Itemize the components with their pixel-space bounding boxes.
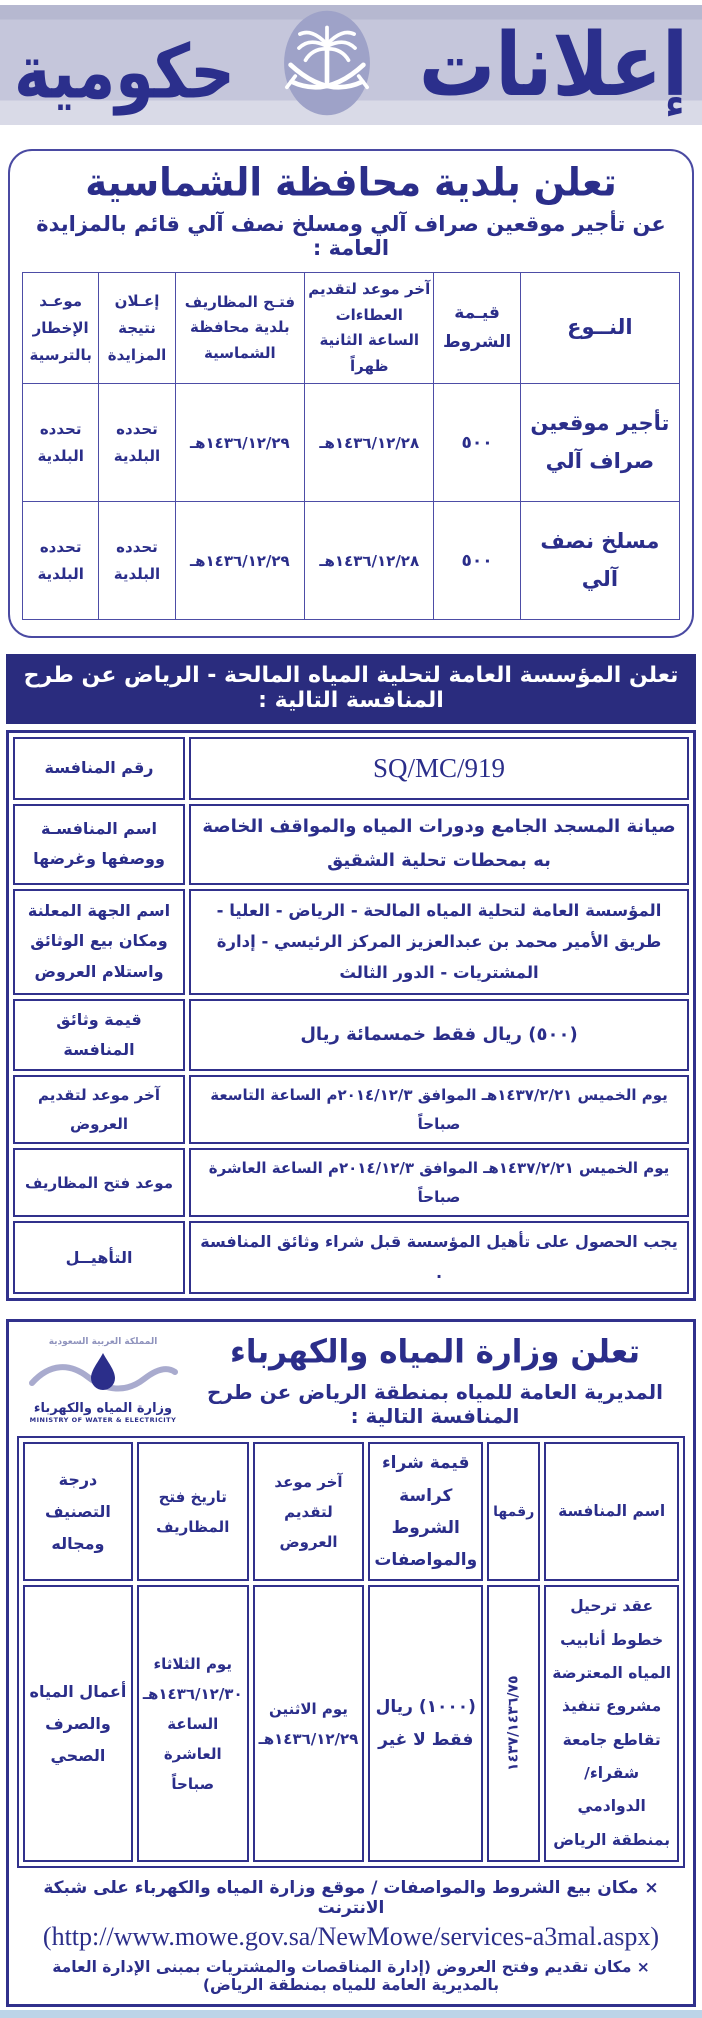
note-submit-place: × مكان تقديم وفتح العروض (إدارة المناقصات والمشتريات بمبنى الإدارة العامة بالمديرية العامة للمياه بمنطقة الرياض) (52, 1957, 650, 1994)
cell-envelope-opening: يوم الثلاثاء ١٤٣٦/١٢/٣٠هـ الساعة العاشرة صباحاً (137, 1585, 249, 1862)
mowe-subtitle: المديرية العامة للمياه بمنطقة الرياض عن طرح المنافسة التالية : (206, 1380, 664, 1429)
mowe-logo-name-english: MINISTRY OF WATER & ELECTRICITY (29, 1415, 177, 1424)
row-label: اسم الجهة المعلنة ومكان بيع الوثائق واستلام العروض (13, 889, 185, 995)
rotated-tender-number: ١٤٣٧/١٤٣٦/٧٥ (505, 1675, 522, 1772)
row-label: رقم المنافسة (13, 737, 185, 800)
table-row (13, 889, 689, 995)
cell-opening: ١٤٣٦/١٢/٢٩هـ (175, 384, 304, 502)
mowe-logo-name-arabic: وزارة المياه والكهرباء (33, 1400, 173, 1416)
cell-result: تحدده البلدية (99, 502, 175, 620)
cell-award: تحدده البلدية (23, 384, 99, 502)
cell-price: ٥٠٠ (434, 502, 520, 620)
masthead-title-left: حكومية (14, 27, 235, 116)
table-row (13, 737, 689, 800)
swcc-title-band (6, 654, 696, 724)
table-row (13, 1075, 689, 1144)
swcc-table (6, 730, 696, 1301)
note-sale-place: × مكان بيع الشروط والمواصفات / موقع وزارة المياه والكهرباء على شبكة الانترنت (43, 1877, 659, 1918)
table-row (13, 999, 689, 1072)
cell-opening: ١٤٣٦/١٢/٢٩هـ (175, 502, 304, 620)
mowe-titles (185, 1330, 685, 1428)
column-header-conditions-price: قيـمة الشروط (434, 273, 520, 384)
municipality-announcement (8, 149, 694, 638)
cell-result: تحدده البلدية (99, 384, 175, 502)
mowe-header (17, 1330, 685, 1428)
row-label: اسم المنافسـة ووصفها وغرضها (13, 804, 185, 884)
cell-competition-number (487, 1585, 540, 1862)
table-row (23, 502, 680, 620)
masthead-title-right: إعلانات (418, 13, 688, 116)
cell-deadline: ١٤٣٦/١٢/٢٨هـ (305, 384, 434, 502)
water-drop-wave-icon (28, 1347, 178, 1399)
cell-deadline: ١٤٣٦/١٢/٢٨هـ (305, 502, 434, 620)
column-header-bid-deadline: آخر موعد لتقديم العطاءات الساعة الثانية ظهراً (305, 273, 434, 384)
mowe-website-link[interactable]: (http://www.mowe.gov.sa/NewMowe/services-a3mal.aspx) (42, 1921, 660, 1951)
table-header-row (23, 273, 680, 384)
mowe-table (17, 1436, 685, 1868)
table-row (23, 384, 680, 502)
cell-competition-name: عقد ترحيل خطوط أنابيب المياه المعترضة مشروع تنفيذ تقاطع جامعة شقراء/ الدوادمي بمنطقة الرياض (544, 1585, 679, 1862)
column-header-booklet-price: قيمة شراء كراسة الشروط والمواصفات (368, 1442, 483, 1581)
column-header-type: النــوع (520, 273, 679, 384)
cell-type: مسلخ نصف آلي (520, 502, 679, 620)
cell-price: ٥٠٠ (434, 384, 520, 502)
cell-award: تحدده البلدية (23, 502, 99, 620)
palm-and-crossed-swords-icon (271, 6, 383, 120)
table-row (13, 1221, 689, 1294)
row-label: آخر موعد لتقديم العروض (13, 1075, 185, 1144)
mowe-announcement (6, 1319, 696, 2007)
column-header-offers-deadline: آخر موعد لتقديم العروض (253, 1442, 365, 1581)
row-label: موعد فتح المظاريف (13, 1148, 185, 1217)
column-header-number: رقمها (487, 1442, 540, 1581)
column-header-award-notice: موعـد الإخطار بالترسية (23, 273, 99, 384)
column-header-classification: درجة التصنيف ومجاله (23, 1442, 133, 1581)
cell-classification: أعمال المياه والصرف الصحي (23, 1585, 133, 1862)
municipality-subtitle: عن تأجير موقعين صراف آلي ومسلخ نصف آلي قائم بالمزايدة العامة : (36, 212, 666, 260)
newspaper-page (0, 5, 702, 2018)
masthead (0, 5, 702, 125)
row-label: قيمة وثائق المنافسة (13, 999, 185, 1072)
mowe-logo (17, 1335, 185, 1424)
cell-type: تأجير موقعين صراف آلي (520, 384, 679, 502)
cell-envelope-opening: يوم الخميس ١٤٣٧/٢/٢١هـ الموافق ٢٠١٤/١٢/٣م الساعة العاشرة صباحاً (189, 1148, 689, 1217)
column-header-envelope-opening-date: تاريخ فتح المظاريف (137, 1442, 249, 1581)
cell-booklet-price: (١٠٠٠) ريال فقط لا غير (368, 1585, 483, 1862)
cell-documents-price: (٥٠٠) ريال فقط خمسمائة ريال (189, 999, 689, 1072)
cell-announcing-entity: المؤسسة العامة لتحلية المياه المالحة - الرياض - العليا - طريق الأمير محمد بن عبدالعزيز المركز الرئيسي - إدارة المشتريات - الدور الثالث (189, 889, 689, 995)
mowe-logo-kingdom-text: المملكة العربية السعودية (48, 1336, 158, 1347)
table-header-row (23, 1442, 679, 1581)
cell-offers-deadline: يوم الخميس ١٤٣٧/٢/٢١هـ الموافق ٢٠١٤/١٢/٣م الساعة التاسعة صباحاً (189, 1075, 689, 1144)
mowe-footer-notes (17, 1878, 685, 1994)
municipality-title: تعلن بلدية محافظة الشماسية (85, 159, 617, 206)
table-row (23, 1585, 679, 1862)
table-row (13, 804, 689, 884)
municipality-table (22, 272, 680, 620)
cell-offers-deadline: يوم الاثنين ١٤٣٦/١٢/٢٩هـ (253, 1585, 365, 1862)
cell-competition-number: SQ/MC/919 (189, 737, 689, 800)
table-row (13, 1148, 689, 1217)
column-header-competition-name: اسم المنافسة (544, 1442, 679, 1581)
column-header-result-announcement: إعـلان نتيجة المزايدة (99, 273, 175, 384)
cell-qualification: يجب الحصول على تأهيل المؤسسة قبل شراء وثائق المنافسة . (189, 1221, 689, 1294)
cell-competition-name: صيانة المسجد الجامع ودورات المياه والمواقف الخاصة به بمحطات تحلية الشقيق (189, 804, 689, 884)
page-bottom-edge (0, 2010, 702, 2018)
column-header-envelope-opening: فتـح المظاريف بلدية محافظة الشماسية (175, 273, 304, 384)
mowe-title: تعلن وزارة المياه والكهرباء (229, 1333, 641, 1372)
row-label: التأهيــل (13, 1221, 185, 1294)
swcc-title: تعلن المؤسسة العامة لتحلية المياه المالحة - الرياض عن طرح المنافسة التالية : (23, 663, 679, 713)
